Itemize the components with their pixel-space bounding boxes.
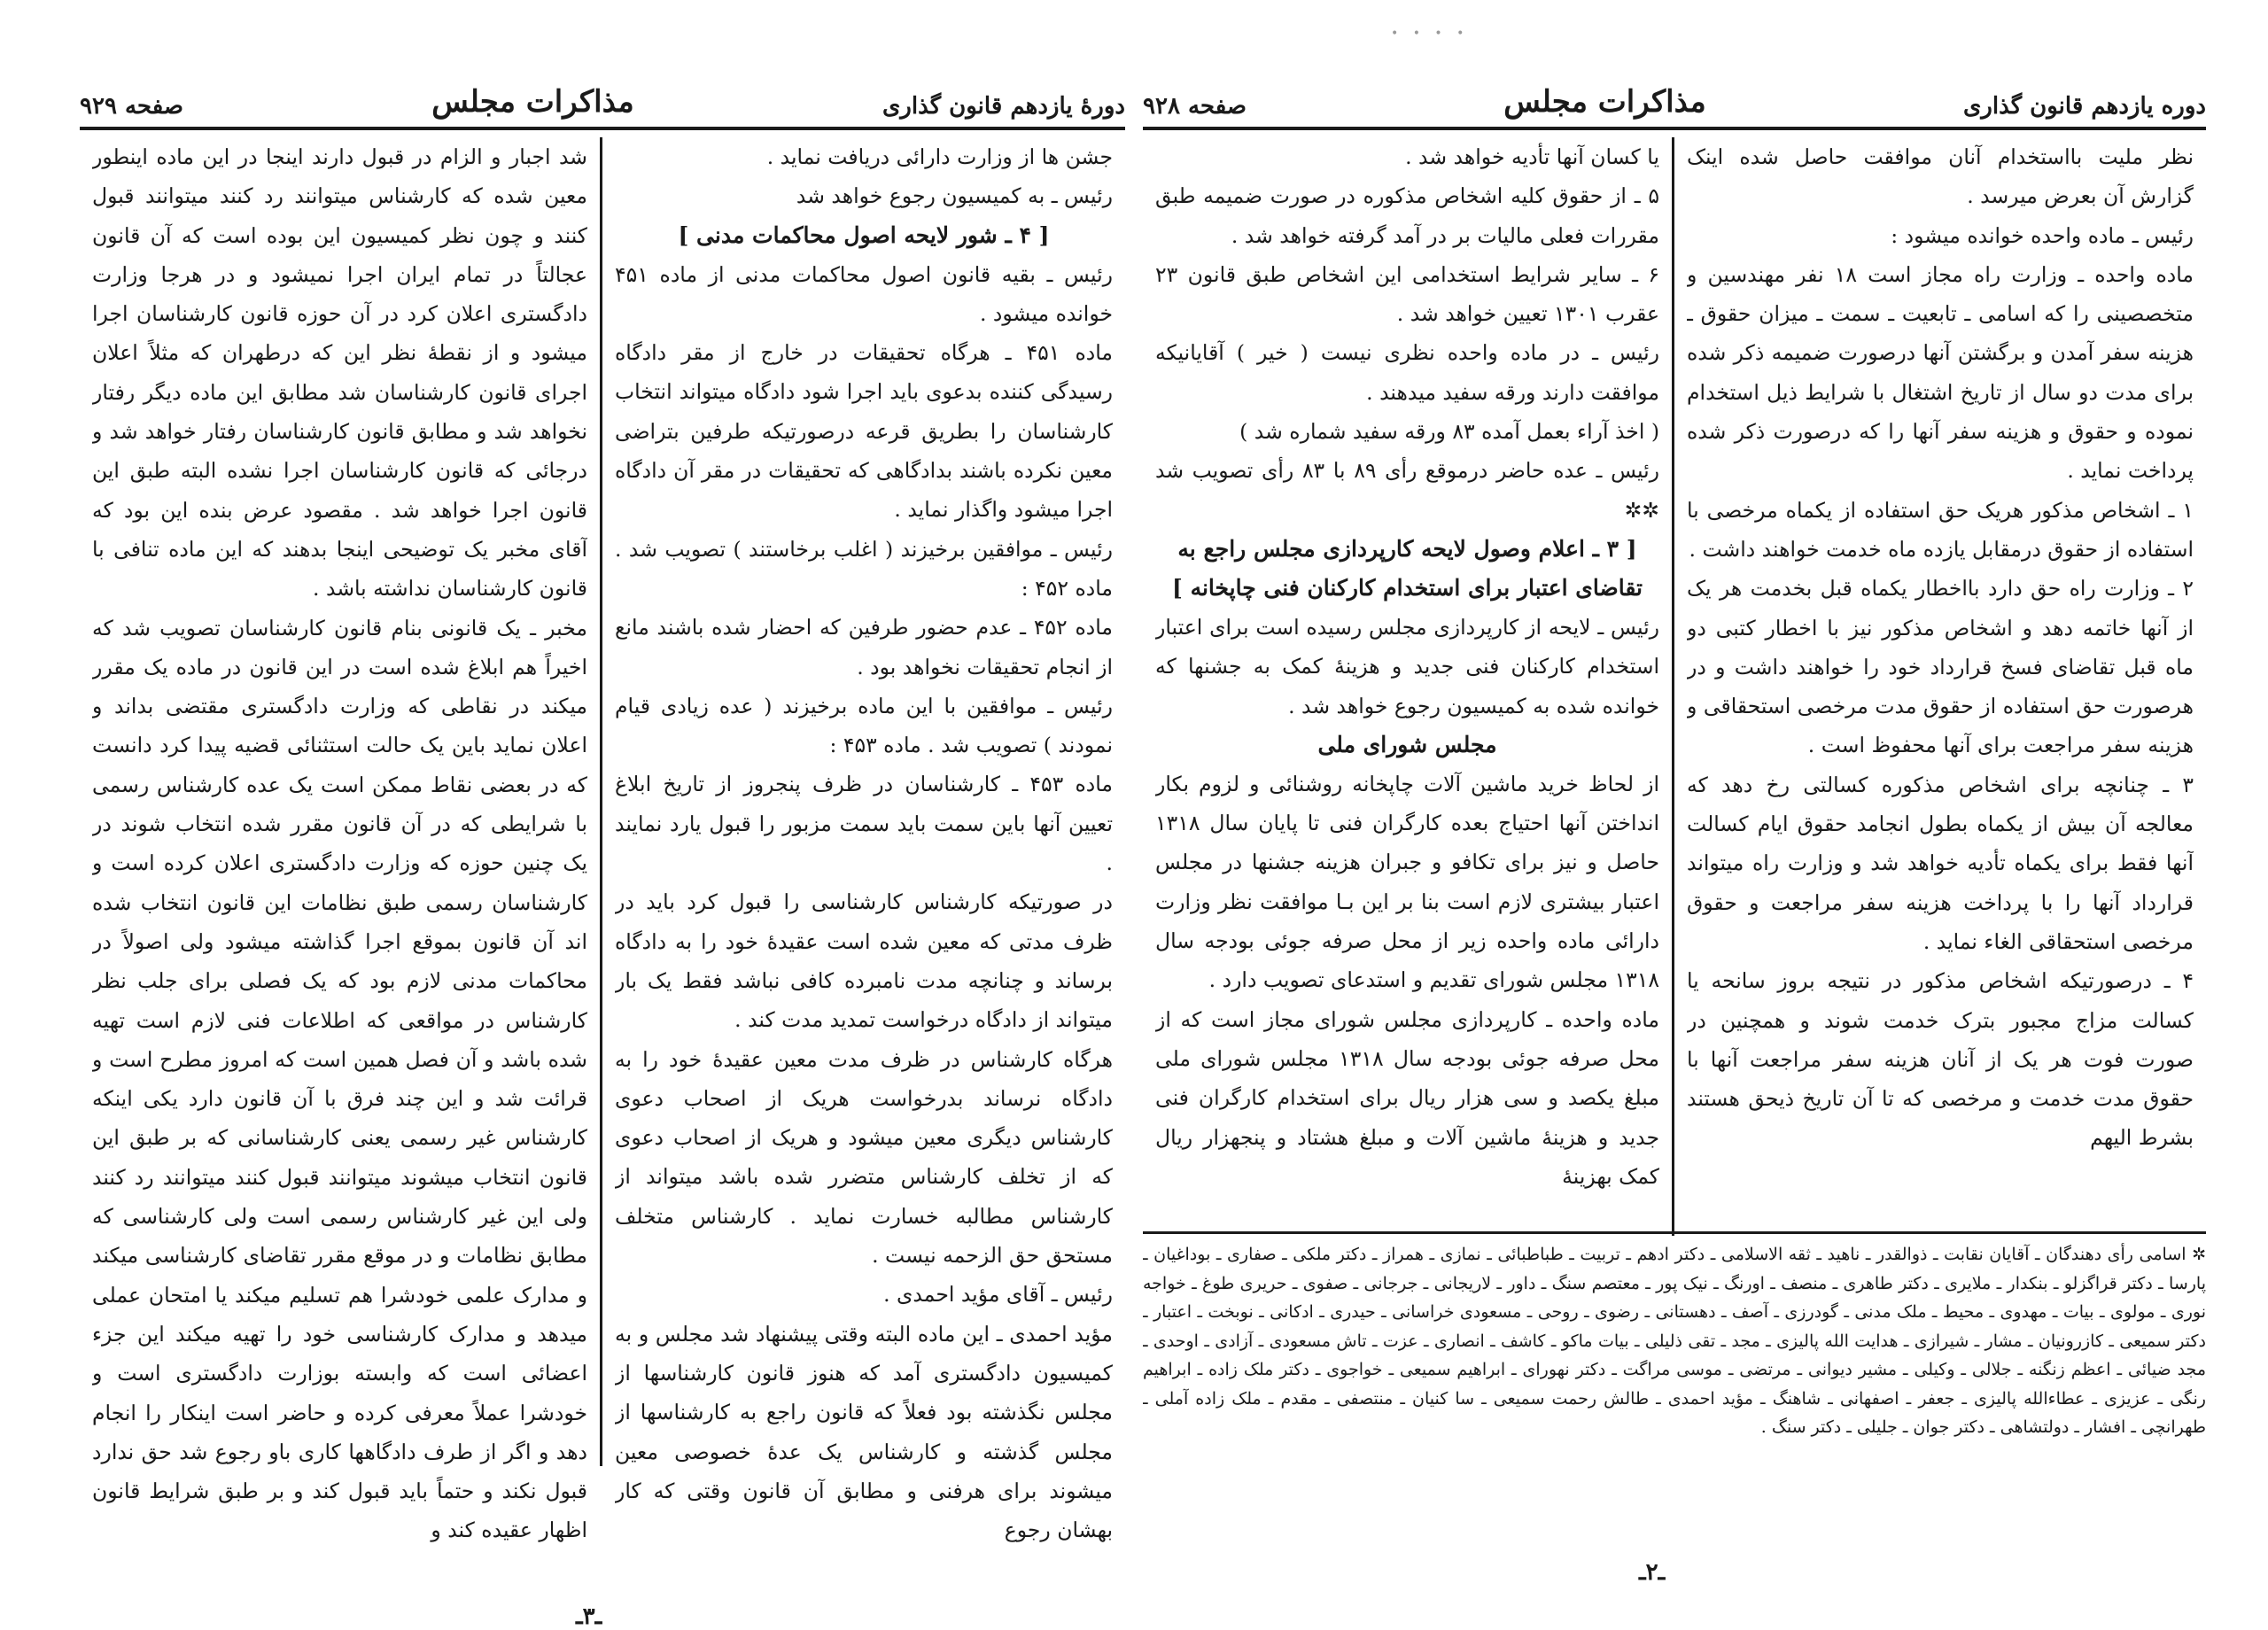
paragraph: شد اجبار و الزام در قبول دارند اینجا در این ماده اینطور معین شده که کارشناس میتوانند رد کنند میتوانند قبول کنند و چون نظر کمیسیون این بوده است که آن قانون عجالتاً در تمام ایران اجرا نمیشود و در هرجا وزارت دادگستری اعلان کرد در آن حوزه قانون کارشناسان اجرا میشود و از نقطهٔ نظر این که درطهران که مثلاً اعلان اجرای قانون کارشناسان شد مطابق این ماده دیگر رفتار نخواهد شد و مطابق قانون کارشناسان رفتار خواهد شد و درجائی که قانون کارشناسان اجرا نشده البته طبق این قانون اجرا خواهد شد . مقصود عرض بنده این بود که آقای مخبر یک توضیحی اینجا بدهند که این ماده تنافی با قانون کارشناسان نداشته باشد .: [92, 144, 587, 602]
paragraph: رئیس ـ عده حاضر درموقع رأی ۸۹ با ۸۳ رأی تصویب شد ✲✲: [1155, 458, 1659, 523]
paragraph: رئیس ـ به کمیسیون رجوع خواهد شد: [796, 183, 1113, 209]
voters-footnote: ✲ اسامی رأی دهندگان ـ آقایان نقابت ـ ذوالقدر ـ ناهید ـ ثقه الاسلامی ـ دکتر ادهم ـ تربیت ـ طباطبائی ـ نمازی ـ همراز ـ دکتر ملکی ـ صفاری ـ بوداغیان ـ پارسا ـ دکتر قراگزلو ـ بنکدار ـ ملایری ـ دکتر طاهری ـ منصف ـ اورنگ ـ نیک پور ـ معتصم سنگ ـ داور ـ لاریجانی ـ جرجانی ـ صفوی ـ حریری طوغ ـ خواجه نوری ـ مولوی ـ بیات ـ مهدوی ـ محیط ـ ملک مدنی ـ گودرزی ـ آصف ـ دهستانی ـ رضوی ـ روحی ـ مسعودی خراسانی ـ حیدری ـ ادکانی ـ نوبخت ـ اعتبار ـ دکتر سمیعی ـ کازرونیان ـ مشار ـ شیرازی ـ هدایت الله پالیزی ـ مجد ـ تقی ذلیلی ـ بیات ماکو ـ کاشف ـ انصاری ـ عزت ـ تاش مسعودی ـ آزادی ـ اوحدی ـ مجد ضیائی ـ اعظم زنگنه ـ جلالی ـ وکیلی ـ مشیر دیوانی ـ مرتضی ـ موسی مراگت ـ دکتر نهورای ـ ابراهیم سمیعی ـ خواجوی ـ دکتر ملک زاده ـ ابراهیم رنگی ـ عزیزی ـ عطاءالله پالیزی ـ جعفر ـ اصفهانی ـ شاهنگ ـ مؤید احمدی ـ طالش رحمت سمیعی ـ سا کنیان ـ منتصفی ـ مقدم ـ ملک زاده آملی ـ طهرانچی ـ افشار ـ دولتشاهی ـ دکتر جوان ـ جلیلی ـ دکتر سنگ .: [1143, 1245, 2206, 1437]
paragraph: در صورتیکه کارشناس کارشناسی را قبول کرد باید در ظرف مدتی که معین شده است عقیدهٔ خود را به دادگاه برساند و چنانچه مدت نامبرده کافی نباشد فقط یک بار میتواند از دادگاه درخواست تمدید مدت کند .: [615, 889, 1113, 1033]
left-page-title: مذاکرات مجلس: [431, 84, 634, 120]
top-marks: • • • •: [1391, 27, 1470, 41]
left-page-right-column: [602, 137, 1125, 1543]
paragraph: رئیس ـ لایحه از کارپردازی مجلس رسیده است برای اعتبار استخدام کارکنان فنی جدید و هزینهٔ کمک به جشنها که خوانده شده به کمیسیون رجوع خواهد شد .: [1155, 614, 1659, 718]
section-title: [ ۴ ـ شور لایحه اصول محاکمات مدنی ]: [678, 221, 1050, 248]
paragraph: جشن ها از وزارت دارائی دریافت نماید .: [766, 144, 1113, 169]
left-page-footer-number: ـ۳ـ: [576, 1603, 602, 1630]
left-page-columns: [80, 137, 1125, 1543]
paragraph: از لحاظ خرید ماشین آلات چاپخانه روشنائی و لزوم بکار انداختن آنها احتیاج بعده کارگران فنی تا پایان سال ۱۳۱۸ حاصل و نیز برای تکافو و جبران هزینه جشنها در مجلس اعتبار بیشتری لازم است بنا بر این بـا موافقت نظر وزارت دارائی ماده واحده زیر از محل صرفه جوئی بودجه سال ۱۳۱۸ مجلس شورای تقدیم و استدعای تصویب دارد .: [1155, 771, 1659, 993]
right-page-title: مذاکرات مجلس: [1503, 84, 1706, 120]
paragraph: رئیس ـ موافقین با این ماده برخیزند ( عده زیادی قیام نمودند ) تصویب شد . ماده ۴۵۳ :: [615, 693, 1113, 758]
paragraph: رئیس ـ در ماده واحده نظری نیست ( خیر ) آقایانیکه موافقت دارند ورقه سفید میدهند .: [1155, 340, 1659, 405]
paragraph: ۶ ـ سایر شرایط استخدامی این اشخاص طبق قانون ۲۳ عقرب ۱۳۰۱ تعیین خواهد شد .: [1155, 261, 1659, 327]
paragraph: مخبر ـ یک قانونی بنام قانون کارشناسان تصویب شد که اخیراً هم ابلاغ شده است در این قانون در ماده یک مقرر میکند در نقاطی که وزارت دادگستری مقتضی بداند و اعلان نماید باین یک حالت استثنائی قضیه پیدا کرد دانست که در بعضی نقاط ممکن است یک عده کارشناس رسمی با شرایطی که در آن قانون مقرر شده انتخاب شوند در یک چنین حوزه که وزارت دادگستری اعلان کرده است و کارشناسان رسمی طبق نظامات این قانون انتخاب شده اند آن قانون بموقع اجرا گذاشته میشود ولی اصولاً در محاکمات مدنی لازم بود که یک فصلی برای جلب نظر کارشناس در مواقعی که اطلاعات فنی لازم است تهیه شده باشد و آن فصل همین است که امروز مطرح است و قرائت شد و این چند فرق با آن قانون دارد یکی اینکه کارشناس غیر رسمی یعنی کارشناسانی که بر طبق این قانون انتخاب میشوند میتوانند قبول کنند میتوانند رد کنند ولی این غیر کارشناس رسمی است ولی کارشناسی که مطابق نظامات و در موقع مقرر تقاضای کارشناسی میکند و مدارک علمی خودشرا هم تسلیم میکند یا امتحان عملی میدهد و مدارک کارشناسی خود را تهیه میکند این جزء اعضائی است که وابسته بوزارت دادگستری است و خودشرا عملاً معرفی کرده و حاضر است اینکار را انجام دهد و اگر از طرف دادگاهها کاری باو رجوع شد حق ندارد قبول نکند و حتماً باید قبول کند و بر طبق شرایط قانون اظهار عقیده کند و: [92, 615, 587, 1543]
paragraph: ۱ ـ اشخاص مذکور هریک حق استفاده از یکماه مرخصی با استفاده از حقوق درمقابل یازده ماه خدمت خواهند داشت .: [1687, 497, 2194, 562]
paragraph: رئیس ـ ماده واحده خوانده میشود :: [1891, 222, 2194, 248]
paragraph: ۳ ـ چنانچه برای اشخاص مذکوره کسالتی رخ دهد که معالجه آن بیش از یکماه بطول انجامد حقوق ایام کسالت آنها فقط برای یکماه تأدیه خواهد شد و وزارت راه میتواند قرارداد آنها را با پرداخت هزینه سفر مراجعت و حقوق مرخصی استحقاقی الغاء نماید .: [1687, 772, 2194, 954]
right-page-footer-number: ـ۲ـ: [1639, 1559, 1666, 1586]
left-page-number-label: صفحه ۹۲۹: [80, 93, 183, 120]
right-page-right-column: [1674, 137, 2206, 1236]
right-page-period: دوره یازدهم قانون گذاری: [1962, 93, 2206, 120]
paragraph: ماده ۴۵۲ ـ عدم حضور طرفین که احضار شده باشند مانع از انجام تحقیقات نخواهد بود .: [615, 615, 1113, 679]
paragraph: ماده ۴۵۳ ـ کارشناسان در ظرف پنجروز از تاریخ ابلاغ تعیین آنها باین سمت باید سمت مزبور را قبول یارد نمایند .: [615, 772, 1113, 876]
left-page-period: دورهٔ یازدهم قانون گذاری: [882, 93, 1125, 120]
left-page-left-column: [80, 137, 602, 1543]
paragraph: یا کسان آنها تأدیه خواهد شد .: [1405, 144, 1659, 169]
right-page-columns: [1143, 137, 2206, 1236]
paragraph: ماده واحده ـ کارپردازی مجلس شورای مجاز است که از محل صرفه جوئی بودجه سال ۱۳۱۸ مجلس شورای ملی مبلغ یکصد و سی هزار ریال برای استخدام کارگران فنی جدید و هزینهٔ ماشین آلات و مبلغ هشتاد و پنجهزار ریال کمک بهزینهٔ: [1155, 1006, 1659, 1189]
paragraph: نظر ملیت بااستخدام آنان موافقت حاصل شده اینک گزارش آن بعرض میرسد .: [1687, 144, 2194, 209]
section-title: [ ۳ ـ اعلام وصول لایحه کارپردازی مجلس راجع به تقاضای اعتبار برای استخدام کارکنان فنی چاپخانه ]: [1172, 535, 1643, 601]
letter-heading: مجلس شورای ملی: [1317, 731, 1497, 757]
paragraph: هرگاه کارشناس در ظرف مدت معین عقیدهٔ خود را به دادگاه نرساند بدرخواست هریک از اصحاب دعوی کارشناس دیگری معین میشود و هریک از اصحاب دعوی که از تخلف کارشناس متضرر شده باشد میتواند از کارشناس مطالبه خسارت نماید . کارشناس متخلف مستحق حق الزحمه نیست .: [615, 1046, 1113, 1269]
paragraph: رئیس ـ بقیه قانون اصول محاکمات مدنی از ماده ۴۵۱ خوانده میشود .: [615, 261, 1113, 326]
left-page: [80, 53, 1125, 1630]
paragraph: ( اخذ آراء بعمل آمده ۸۳ ورقه سفید شماره شد ): [1239, 419, 1659, 445]
paragraph: ۴ ـ درصورتیکه اشخاص مذکور در نتیجه بروز سانحه یا کسالت مزاج مجبور بترک خدمت شوند و همچنین در صورت فوت هر یک از آنان هزینه سفر مراجعت آنها با حقوق مدت خدمت و مرخصی که تا آن تاریخ ذیحق هستند بشرط الیهم: [1687, 968, 2194, 1151]
paragraph: رئیس ـ آقای مؤید احمدی .: [883, 1282, 1113, 1308]
paragraph: مؤید احمدی ـ این ماده البته وقتی پیشنهاد شد مجلس و به کمیسیون دادگستری آمد که هنوز قانون کارشناسها از مجلس نگذشته بود فعلاً که قانون راجع به کارشناسها از مجلس گذشته و کارشناس یک عدهٔ خصوصی معین میشوند برای هرفنی و مطابق آن قانون وقتی که کار بهشان رجوع: [615, 1321, 1113, 1543]
left-page-header: [80, 53, 1125, 130]
paragraph: ۲ ـ وزارت راه حق دارد بااخطار یکماه قبل بخدمت هر یک از آنها خاتمه دهد و اشخاص مذکور نیز با اخطار کتبی دو ماه قبل تقاضای فسخ قرارداد خود را خواهند داشت و در هرصورت حق استفاده از حقوق مدت مرخصی استحقاقی و هزینه سفر مراجعت برای آنها محفوظ است .: [1687, 576, 2194, 758]
paragraph: ماده واحده ـ وزارت راه مجاز است ۱۸ نفر مهندسین و متخصصینی را که اسامی ـ تابعیت ـ سمت ـ میزان حقوق ـ هزینه سفر آمدن و برگشتن آنها درصورت ضمیمه ذکر شده برای مدت دو سال از تاریخ اشتغال با شرایط ذیل استخدام نموده و حقوق و هزینه سفر آنها را که درصورت ذکر شده پرداخت نماید .: [1687, 261, 2194, 484]
paragraph: ۵ ـ از حقوق کلیه اشخاص مذکوره در صورت ضمیمه طبق مقررات فعلی مالیات بر در آمد گرفته خواهد شد .: [1155, 183, 1659, 248]
right-page-left-column: [1143, 137, 1674, 1236]
right-page: [1143, 53, 2206, 1612]
right-page-header: [1143, 53, 2206, 130]
paragraph: رئیس ـ موافقین برخیزند ( اغلب برخاستند ) تصویب شد . ماده ۴۵۲ :: [615, 536, 1113, 601]
right-page-number-label: صفحه ۹۲۸: [1143, 93, 1247, 120]
paragraph: ماده ۴۵۱ ـ هرگاه تحقیقات در خارج از مقر دادگاه رسیدگی کننده بدعوی باید اجرا شود دادگاه میتواند انتخاب کارشناسان را بطریق قرعه درصورتیکه طرفین بتراضی معین نکرده باشند بدادگاهی که تحقیقات در مقر آن دادگاه اجرا میشود واگذار نماید .: [615, 340, 1113, 523]
footnote-divider: [1143, 1231, 2206, 1234]
